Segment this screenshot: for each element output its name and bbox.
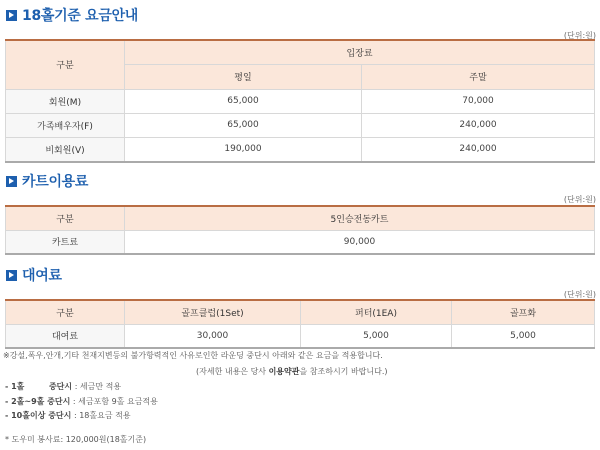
note-line (196, 366, 388, 377)
header-weekday: 평일 (125, 64, 362, 89)
note-line: ※강설,폭우,안개,기타 천재지변등의 불가항력적인 사유로인한 라운딩 중단시 아래와 같은 요금을 적용합니다. (3, 351, 383, 360)
weekend-fee: 240,000 (362, 137, 595, 162)
unit-label: (단위:원) (563, 31, 596, 40)
interruption-item (5, 410, 131, 421)
arrow-right-icon (6, 270, 17, 281)
row-label: 비회원(V) (6, 137, 125, 162)
weekend-fee: 70,000 (362, 89, 595, 113)
fee-table (5, 39, 595, 163)
interruption-key: 중단시 (48, 382, 73, 391)
interruption-value: : 18홀요금 적용 (73, 411, 131, 420)
header-group: 구분 (6, 40, 125, 89)
weekday-fee: 190,000 (125, 137, 362, 162)
interruption-item (5, 381, 121, 392)
header-weekend: 주말 (362, 64, 595, 89)
header-group: 구분 (6, 300, 125, 324)
arrow-right-icon (6, 176, 17, 187)
putter-fee: 5,000 (301, 324, 452, 348)
interruption-item (5, 396, 158, 407)
table-row (6, 137, 595, 162)
caddie-fee-note: * 도우미 봉사료: 120,000원(18홀기준) (5, 435, 147, 444)
table-row (6, 324, 595, 348)
terms-link-text: 이용약관 (268, 367, 300, 376)
interruption-key: - 1홀 (5, 382, 25, 391)
section-title-fees (6, 5, 138, 25)
section-title-cart (6, 171, 88, 191)
section-title-text: 카트이용료 (22, 174, 89, 190)
header-admission: 입장료 (125, 40, 595, 64)
row-label: 대여료 (6, 324, 125, 348)
shoes-fee: 5,000 (452, 324, 595, 348)
section-title-text: 대여료 (22, 268, 62, 284)
rental-table (5, 299, 595, 349)
cart-fee: 90,000 (125, 230, 595, 254)
header-group: 구분 (6, 206, 125, 230)
header-shoes: 골프화 (452, 300, 595, 324)
row-label: 가족배우자(F) (6, 113, 125, 137)
interruption-value: : 세금만 적용 (74, 382, 122, 391)
weekend-fee: 240,000 (362, 113, 595, 137)
header-putter: 퍼터(1EA) (301, 300, 452, 324)
table-row (6, 113, 595, 137)
section-title-text: 18홀기준 요금안내 (22, 8, 139, 24)
note-text: 을 참조하시기 바랍니다.) (299, 367, 388, 376)
clubs-fee: 30,000 (125, 324, 301, 348)
arrow-right-icon (6, 10, 17, 21)
table-row (6, 89, 595, 113)
weekday-fee: 65,000 (125, 89, 362, 113)
row-label: 카트료 (6, 230, 125, 254)
weekday-fee: 65,000 (125, 113, 362, 137)
header-cart: 5인승전동카트 (125, 206, 595, 230)
unit-label: (단위:원) (563, 195, 596, 204)
header-clubs: 골프클럽(1Set) (125, 300, 301, 324)
cart-table (5, 205, 595, 255)
interruption-value: : 세금포함 9홀 요금적용 (72, 397, 158, 406)
row-label: 회원(M) (6, 89, 125, 113)
note-text: (자세한 내용은 당사 (196, 367, 269, 376)
interruption-key: - 2홀~9홀 중단시 (5, 397, 71, 406)
section-title-rental (6, 265, 62, 285)
table-row (6, 230, 595, 254)
interruption-key: - 10홀이상 중단시 (5, 411, 72, 420)
unit-label: (단위:원) (563, 290, 596, 299)
